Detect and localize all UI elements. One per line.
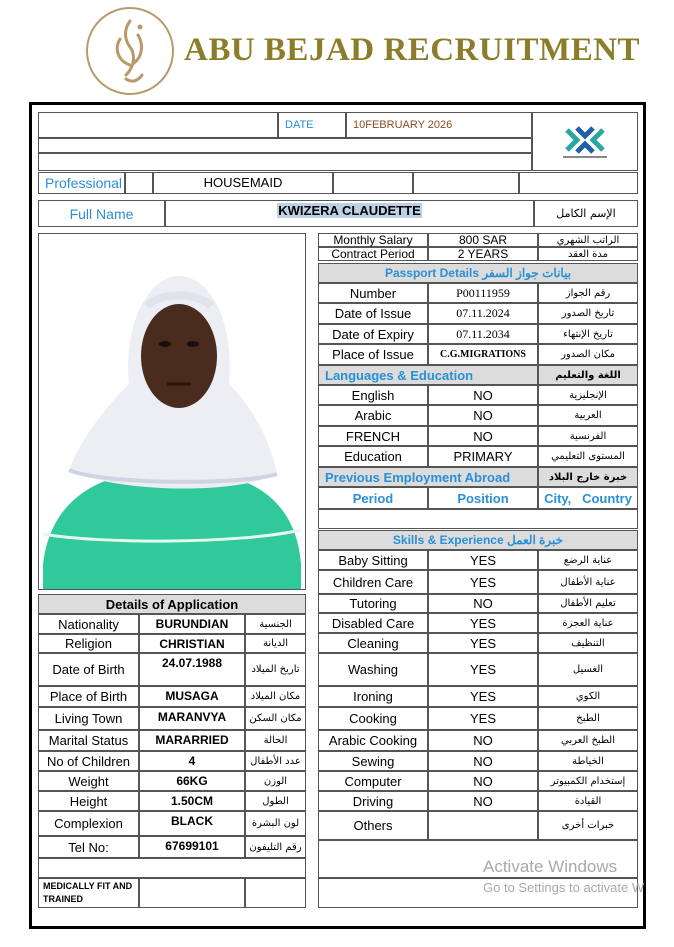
skill-row-value: YES [428, 653, 538, 686]
language-row-value: NO [428, 426, 538, 446]
language-row-value: NO [428, 405, 538, 426]
prev-col-position: Position [428, 487, 538, 509]
right-row-value: 2 YEARS [428, 247, 538, 261]
detail-row-label: Religion [38, 634, 139, 653]
detail-row-label: Complexion [38, 811, 139, 836]
passport-row-value: 07.11.2034 [428, 324, 538, 344]
skill-row-value: YES [428, 707, 538, 730]
right-row-value: 800 SAR [428, 233, 538, 247]
prev-employment-row [318, 509, 638, 529]
detail-row-ar: عدد الأطفال [245, 751, 306, 771]
detail-row-value: 66KG [139, 771, 245, 791]
skill-row-ar: خبرات أخرى [538, 811, 638, 840]
detail-row-label: Height [38, 791, 139, 811]
right-row-ar: مدة العقد [538, 247, 638, 261]
agency-logo-icon [555, 122, 615, 162]
calligraphy-logo-icon [100, 15, 160, 87]
skill-row-label: Driving [318, 791, 428, 811]
language-row-label: FRENCH [318, 426, 428, 446]
top-blank-1 [38, 112, 278, 138]
detail-row-label: No of Children [38, 751, 139, 771]
language-row-value: NO [428, 385, 538, 405]
activate-windows-title: Activate Windows [483, 857, 618, 876]
activate-windows-subtitle: Go to Settings to activate W [483, 880, 645, 895]
company-logo [86, 7, 174, 95]
detail-row-ar: الجنسية [245, 614, 306, 634]
skill-row-ar: الخياطة [538, 751, 638, 771]
skill-row-ar: الغسيل [538, 653, 638, 686]
skill-row-label: Tutoring [318, 594, 428, 613]
fullname-value-cell [165, 200, 534, 227]
detail-row-label: Marital Status [38, 730, 139, 751]
top-blank-2 [38, 138, 532, 153]
prev-col-period: Period [318, 487, 428, 509]
skills-header: Skills & Experience خبرة العمل [318, 530, 638, 550]
skill-row-value: NO [428, 751, 538, 771]
detail-row-ar: مكان الميلاد [245, 686, 306, 707]
skill-row-label: Others [318, 811, 428, 840]
passport-row-label: Place of Issue [318, 344, 428, 365]
detail-row-value: 4 [139, 751, 245, 771]
detail-row-value: BURUNDIAN [139, 614, 245, 634]
skill-row-value: NO [428, 730, 538, 751]
passport-row-label: Number [318, 283, 428, 303]
language-row-ar: الفرنسية [538, 426, 638, 446]
skill-row-value: NO [428, 594, 538, 613]
skill-row-ar: عناية الرضع [538, 550, 638, 570]
date-label: DATE [278, 112, 346, 138]
skill-row-value [428, 811, 538, 840]
fullname-value: KWIZERA CLAUDETTE [278, 203, 421, 218]
skill-row-value: YES [428, 633, 538, 653]
language-row-value: PRIMARY [428, 446, 538, 467]
company-name: ABU BEJAD RECRUITMENT [184, 32, 641, 68]
skill-row-value: NO [428, 791, 538, 811]
skill-row-value: YES [428, 570, 538, 594]
agency-logo [532, 112, 638, 171]
candidate-photo [38, 233, 306, 590]
detail-row-value: MARANVYA [139, 707, 245, 730]
skill-row-label: Arabic Cooking [318, 730, 428, 751]
detail-row-ar: الحالة [245, 730, 306, 751]
detail-row-label: Nationality [38, 614, 139, 634]
skill-row-value: YES [428, 686, 538, 707]
detail-row-ar: الطول [245, 791, 306, 811]
skill-row-value: YES [428, 550, 538, 570]
professional-blank-1 [333, 172, 413, 194]
passport-row-ar: مكان الصدور [538, 344, 638, 365]
professional-blank-2 [413, 172, 519, 194]
language-row-label: Education [318, 446, 428, 467]
detail-row-value: 67699101 [139, 836, 245, 858]
professional-gap [125, 172, 153, 194]
detail-row-ar: مكان السكن [245, 707, 306, 730]
right-row-label: Monthly Salary [318, 233, 428, 247]
language-row-label: Arabic [318, 405, 428, 426]
detail-row-label: Living Town [38, 707, 139, 730]
portrait-image [39, 234, 306, 590]
languages-header-ar: اللغة والتعليم [538, 365, 638, 385]
skill-row-label: Cooking [318, 707, 428, 730]
fullname-label: Full Name [38, 200, 165, 227]
passport-row-value: C.G.MIGRATIONS [428, 344, 538, 365]
passport-row-ar: تاريخ الإنتهاء [538, 324, 638, 344]
language-row-ar: المستوى التعليمي [538, 446, 638, 467]
language-row-ar: الإنجليزية [538, 385, 638, 405]
skill-row-ar: عناية الأطفال [538, 570, 638, 594]
top-blank-3 [38, 153, 532, 171]
prev-col-city-country: City, Country [538, 487, 638, 509]
skill-row-label: Disabled Care [318, 613, 428, 633]
skill-row-ar: الطبخ [538, 707, 638, 730]
detail-row-value: MUSAGA [139, 686, 245, 707]
skill-row-ar: التنظيف [538, 633, 638, 653]
passport-row-label: Date of Issue [318, 303, 428, 324]
medical-status: MEDICALLY FIT AND TRAINED [38, 878, 139, 908]
passport-row-label: Date of Expiry [318, 324, 428, 344]
detail-row-ar: الديانة [245, 634, 306, 653]
passport-row-ar: رقم الجواز [538, 283, 638, 303]
skill-row-label: Computer [318, 771, 428, 791]
date-value: 10FEBRUARY 2026 [346, 112, 532, 138]
prev-employment-header: Previous Employment Abroad [318, 467, 538, 487]
skill-row-label: Sewing [318, 751, 428, 771]
detail-row-label: Weight [38, 771, 139, 791]
detail-row-value: 24.07.1988 [139, 653, 245, 686]
detail-row-label: Place of Birth [38, 686, 139, 707]
right-row-label: Contract Period [318, 247, 428, 261]
passport-row-value: 07.11.2024 [428, 303, 538, 324]
skill-row-ar: الطبخ العربي [538, 730, 638, 751]
passport-row-ar: تاريخ الصدور [538, 303, 638, 324]
detail-row-value: CHRISTIAN [139, 634, 245, 653]
detail-row-ar: رقم التليفون [245, 836, 306, 858]
detail-row-value: BLACK [139, 811, 245, 836]
detail-row-ar: تاريخ الميلاد [245, 653, 306, 686]
languages-header: Languages & Education [318, 365, 538, 385]
right-row-ar: الراتب الشهري [538, 233, 638, 247]
detail-row-label: Date of Birth [38, 653, 139, 686]
fullname-ar: الإسم الكامل [534, 200, 638, 227]
skill-row-ar: تعليم الأطفال [538, 594, 638, 613]
detail-row-ar: الوزن [245, 771, 306, 791]
details-blank-row [38, 858, 306, 878]
medical-blank-2 [245, 878, 306, 908]
prev-employment-header-ar: خبرة خارج البلاد [538, 467, 638, 487]
medical-blank-1 [139, 878, 245, 908]
passport-header: Passport Details بيانات جواز السفر [318, 263, 638, 283]
passport-row-value: P00111959 [428, 283, 538, 303]
skill-row-label: Ironing [318, 686, 428, 707]
detail-row-ar: لون البشرة [245, 811, 306, 836]
skill-row-label: Children Care [318, 570, 428, 594]
skill-row-label: Baby Sitting [318, 550, 428, 570]
professional-value: HOUSEMAID [153, 172, 333, 194]
skill-row-ar: الكوي [538, 686, 638, 707]
details-header: Details of Application [38, 594, 306, 614]
skill-row-value: NO [428, 771, 538, 791]
detail-row-value: MARARRIED [139, 730, 245, 751]
skill-row-label: Washing [318, 653, 428, 686]
skill-row-value: YES [428, 613, 538, 633]
professional-label: Professional [38, 172, 125, 194]
skill-row-label: Cleaning [318, 633, 428, 653]
skill-row-ar: القيادة [538, 791, 638, 811]
detail-row-value: 1.50CM [139, 791, 245, 811]
language-row-label: English [318, 385, 428, 405]
skill-row-ar: إستخدام الكمبيوتر [538, 771, 638, 791]
detail-row-label: Tel No: [38, 836, 139, 858]
professional-blank-3 [519, 172, 638, 194]
skill-row-ar: عناية العجزة [538, 613, 638, 633]
language-row-ar: العربية [538, 405, 638, 426]
